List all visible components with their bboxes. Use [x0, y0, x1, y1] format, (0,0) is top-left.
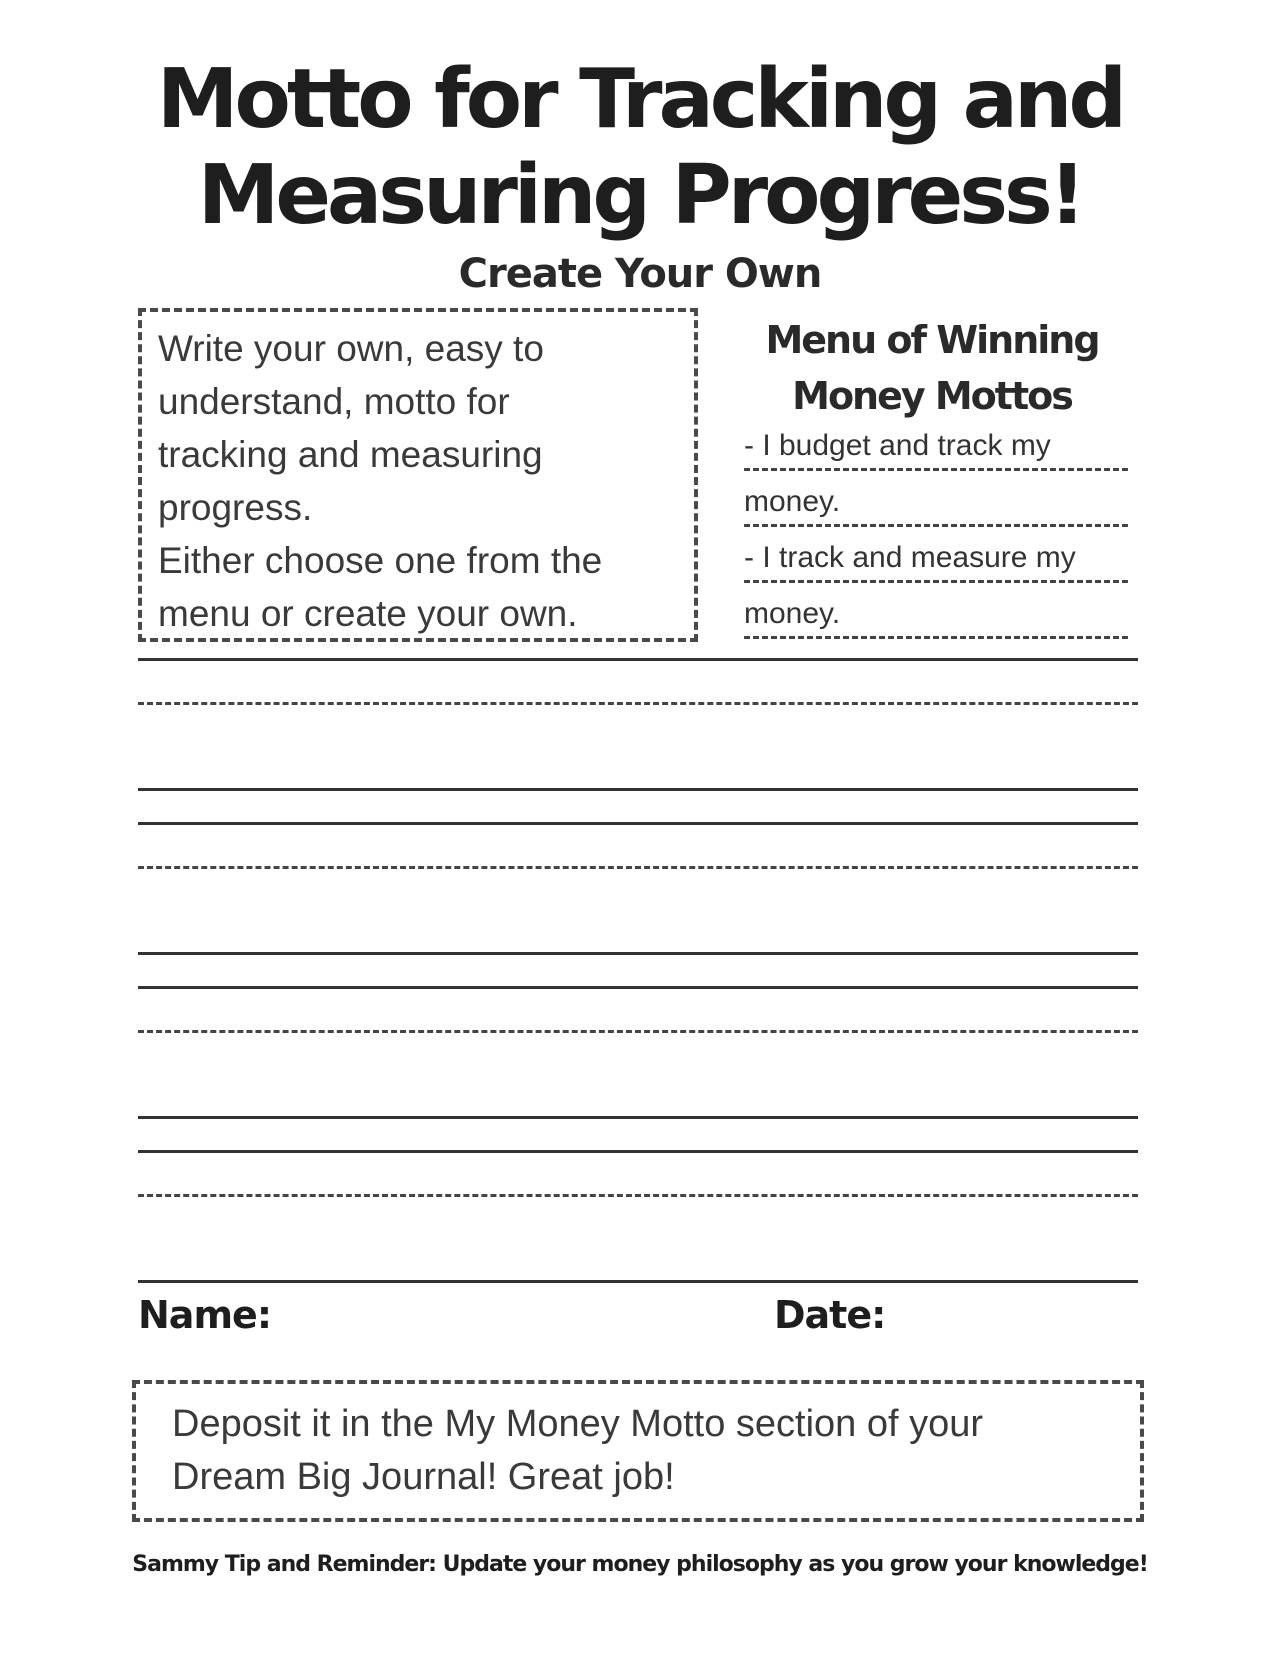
menu-title-line-1: Menu of Winning	[765, 318, 1099, 362]
writing-mid-line	[138, 1194, 1138, 1197]
menu-item-1-line-1: - I budget and track my	[744, 429, 1051, 462]
instruction-text	[158, 322, 698, 640]
menu-dash-line	[744, 580, 1128, 583]
writing-top-line	[138, 1150, 1138, 1153]
menu-dash-line	[744, 468, 1128, 471]
deposit-line-2: Dream Big Journal! Great job!	[172, 1456, 675, 1498]
instruction-line-2: understand, motto for	[158, 381, 510, 422]
instruction-line-3: tracking and measuring	[158, 434, 543, 475]
deposit-box	[132, 1380, 1144, 1522]
deposit-text	[172, 1398, 1132, 1504]
instruction-line-1: Write your own, easy to	[158, 328, 544, 369]
page-subtitle: Create Your Own	[458, 251, 822, 297]
menu-title-line-2: Money Mottos	[792, 374, 1072, 418]
deposit-line-1: Deposit it in the My Money Motto section of your	[172, 1403, 984, 1445]
instruction-line-6: menu or create your own.	[158, 593, 578, 634]
title-line-1: Motto for Tracking and	[156, 52, 1124, 147]
sammy-tip: Sammy Tip and Reminder: Update your money philosophy as you grow your knowledge!	[132, 1552, 1148, 1577]
writing-top-line	[138, 658, 1138, 661]
menu-item-2-line-2: money.	[744, 597, 841, 630]
instruction-line-4: progress.	[158, 487, 313, 528]
title-line-2: Measuring Progress!	[197, 148, 1083, 243]
instruction-box	[138, 308, 698, 642]
writing-mid-line	[138, 702, 1138, 705]
menu-dash-line	[744, 524, 1128, 527]
writing-mid-line	[138, 1030, 1138, 1033]
menu-title	[732, 312, 1132, 424]
instruction-line-5: Either choose one from the	[158, 540, 603, 581]
name-label: Name:	[138, 1293, 272, 1337]
writing-base-line	[138, 1116, 1138, 1119]
writing-base-line	[138, 788, 1138, 791]
writing-top-line	[138, 986, 1138, 989]
writing-base-line	[138, 952, 1138, 955]
menu-item-1-line-2: money.	[744, 485, 841, 518]
menu-item-2-line-1: - I track and measure my	[744, 541, 1076, 574]
date-label: Date:	[774, 1293, 886, 1337]
writing-mid-line	[138, 866, 1138, 869]
writing-top-line	[138, 822, 1138, 825]
page-title	[0, 52, 1280, 244]
menu-dash-line	[744, 636, 1128, 639]
writing-base-line	[138, 1280, 1138, 1283]
